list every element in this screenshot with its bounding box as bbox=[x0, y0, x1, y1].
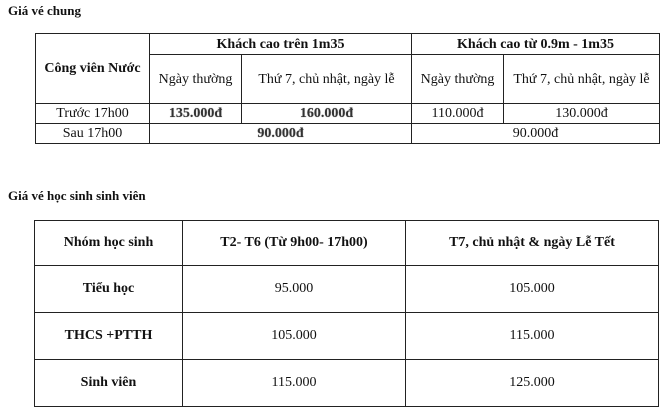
price-cell: 105.000 bbox=[406, 266, 659, 313]
group-header-over-1m35: Khách cao trên 1m35 bbox=[150, 34, 412, 55]
table-header-row bbox=[36, 34, 660, 55]
header-student-group: Nhóm học sinh bbox=[35, 221, 183, 266]
table-row bbox=[35, 360, 659, 407]
price-cell: 160.000đ bbox=[242, 104, 412, 124]
section-title-student-prices: Giá vé học sinh sinh viên bbox=[8, 188, 146, 203]
subheader-weekend: Thứ 7, chủ nhật, ngày lễ bbox=[504, 55, 660, 104]
row-label: Sau 17h00 bbox=[36, 124, 150, 144]
header-weekday: T2- T6 (Từ 9h00- 17h00) bbox=[183, 221, 406, 266]
row-label: Tiểu học bbox=[35, 266, 183, 313]
subheader-weekday: Ngày thường bbox=[412, 55, 504, 104]
table-row bbox=[35, 266, 659, 313]
price-cell: 135.000đ bbox=[150, 104, 242, 124]
price-cell: 130.000đ bbox=[504, 104, 660, 124]
table-row bbox=[36, 104, 660, 124]
student-price-table bbox=[34, 220, 659, 407]
table-row bbox=[35, 313, 659, 360]
subheader-weekend: Thứ 7, chủ nhật, ngày lễ bbox=[242, 55, 412, 104]
row-label: Trước 17h00 bbox=[36, 104, 150, 124]
row-label: Sinh viên bbox=[35, 360, 183, 407]
general-price-table bbox=[35, 33, 660, 144]
subheader-weekday: Ngày thường bbox=[150, 55, 242, 104]
price-cell: 95.000 bbox=[183, 266, 406, 313]
price-cell: 125.000 bbox=[406, 360, 659, 407]
row-label: THCS +PTTH bbox=[35, 313, 183, 360]
header-weekend: T7, chủ nhật & ngày Lễ Tết bbox=[406, 221, 659, 266]
table-row bbox=[36, 124, 660, 144]
table-header-row bbox=[35, 221, 659, 266]
section-title-general-prices: Giá vé chung bbox=[8, 3, 81, 18]
price-cell: 105.000 bbox=[183, 313, 406, 360]
corner-header: Công viên Nước bbox=[36, 34, 150, 104]
price-cell: 110.000đ bbox=[412, 104, 504, 124]
price-cell: 115.000 bbox=[406, 313, 659, 360]
group-header-0-9m-1m35: Khách cao từ 0.9m - 1m35 bbox=[412, 34, 660, 55]
price-cell: 90.000đ bbox=[412, 124, 660, 144]
price-cell: 115.000 bbox=[183, 360, 406, 407]
price-cell: 90.000đ bbox=[150, 124, 412, 144]
